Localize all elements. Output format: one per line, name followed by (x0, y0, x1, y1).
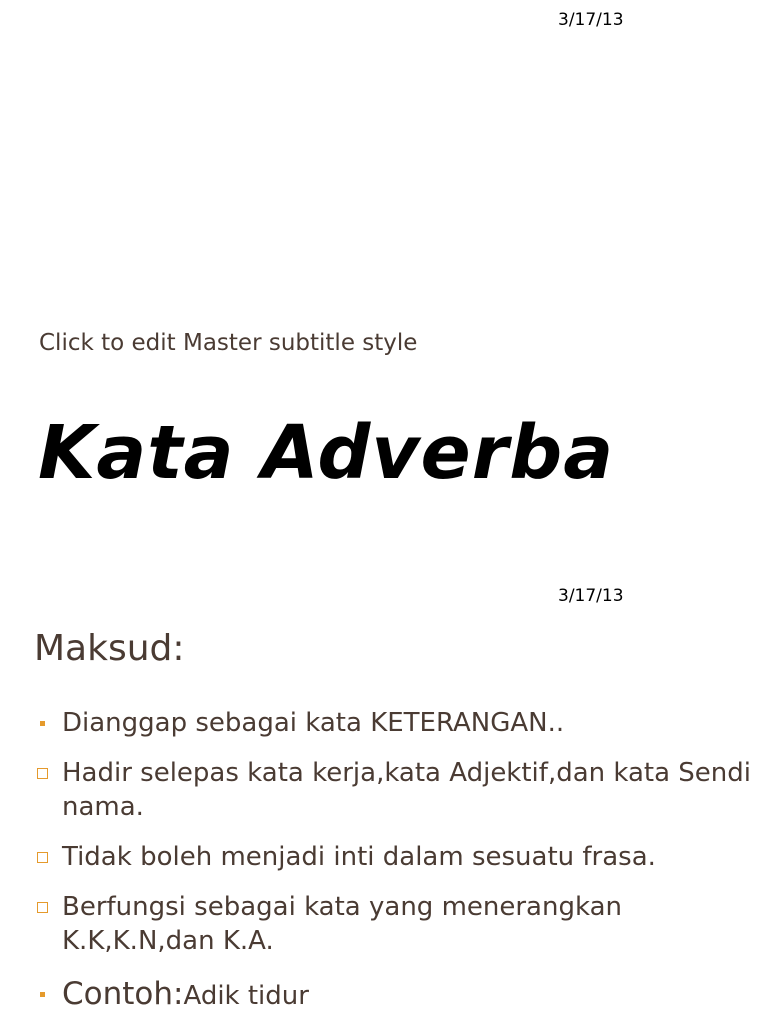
subtitle-placeholder[interactable]: Click to edit Master subtitle style (39, 330, 418, 356)
slide-date: 3/17/13 (558, 10, 624, 30)
bullet-item[interactable] (34, 706, 759, 740)
bullet-item[interactable] (34, 756, 759, 824)
bullet-item[interactable] (34, 890, 759, 958)
hollow-square-bullet-icon (36, 890, 56, 924)
bullet-text: Berfungsi sebagai kata yang menerangkan K.K,K.N,dan K.A. (62, 892, 622, 956)
bullet-text: Dianggap sebagai kata KETERANGAN.. (62, 708, 565, 738)
bullet-item[interactable] (34, 974, 759, 1016)
bullet-item[interactable] (34, 840, 759, 874)
slide-title[interactable]: Kata Adverba (38, 410, 615, 496)
bullet-text-label: Contoh: (62, 976, 184, 1012)
hollow-square-bullet-icon (36, 756, 56, 790)
square-dot-bullet-icon (36, 974, 56, 1014)
hollow-square-bullet-icon (36, 840, 56, 874)
slide-date: 3/17/13 (558, 586, 624, 606)
bullet-text-example: Adik tidur (183, 981, 309, 1011)
bullet-text: Tidak boleh menjadi inti dalam sesuatu frasa. (62, 842, 656, 872)
bullet-list (34, 706, 759, 1032)
bullet-text: Hadir selepas kata kerja,kata Adjektif,dan kata Sendi nama. (62, 758, 752, 822)
square-dot-bullet-icon (36, 706, 56, 740)
slide-heading[interactable]: Maksud: (34, 628, 185, 669)
content-slide (0, 576, 768, 1024)
